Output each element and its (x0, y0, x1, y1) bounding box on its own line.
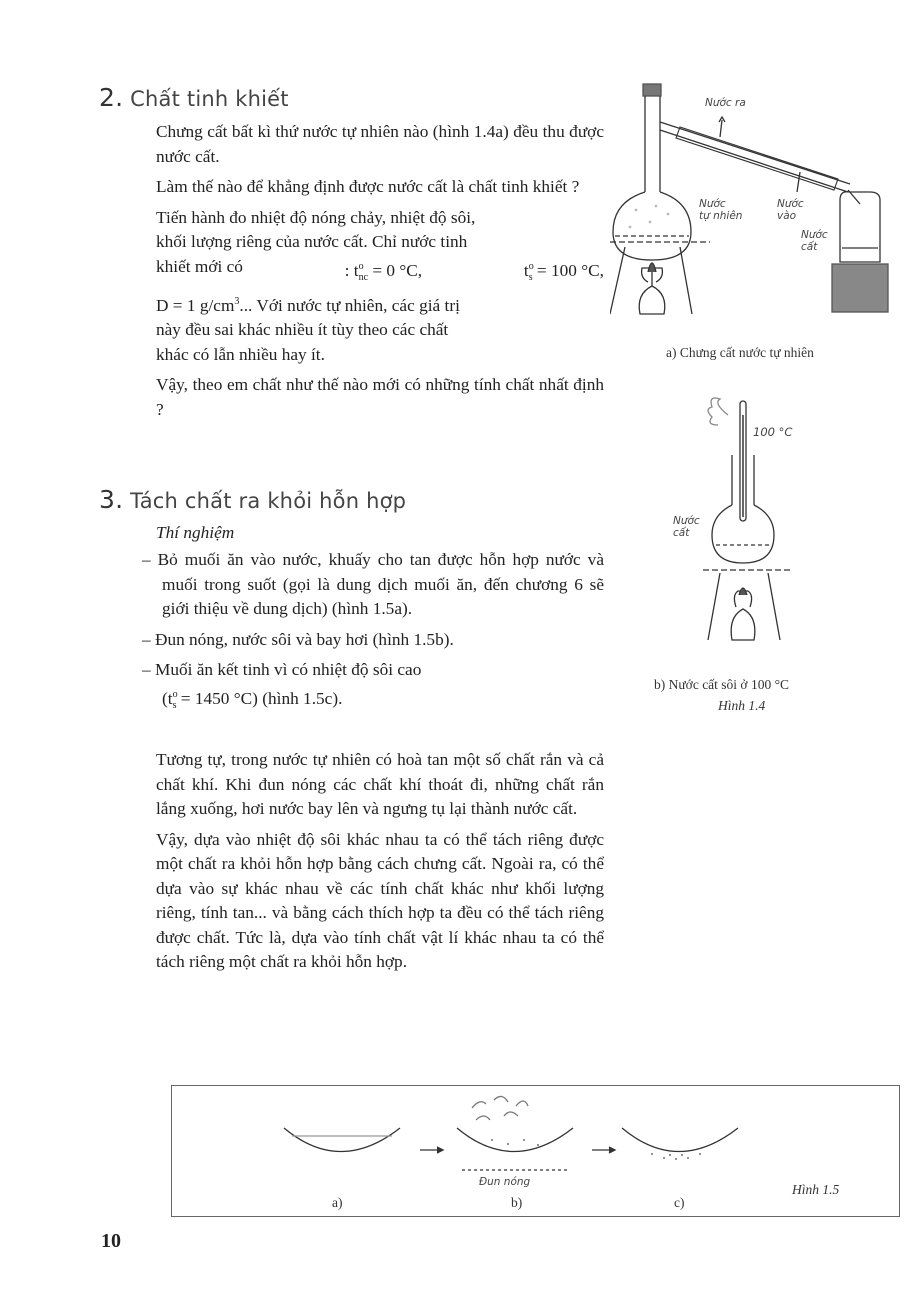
bullet-item: – Đun nóng, nước sôi và bay hơi (hình 1.5b). (142, 629, 454, 649)
evaporation-dishes-illustration (272, 1090, 752, 1180)
text-line: khác có lẫn nhiều hay ít. (156, 344, 325, 364)
paragraph: Chưng cất bất kì thứ nước tự nhiên nào (hình 1.4a) đều thu được nước cất. (156, 122, 604, 166)
section-2-heading (99, 83, 289, 112)
figure-1-5c-label: c) (674, 1195, 685, 1210)
section-2-body (156, 120, 604, 422)
figure-1-5b-label: b) (511, 1195, 523, 1210)
melting-point-formula: : $t^o_{nc} = 0$ °C, (344, 260, 423, 283)
formula-line (156, 255, 604, 291)
figure-1-5a-label: a) (332, 1195, 343, 1210)
label-distilled-water-b: Nước cất (673, 515, 700, 539)
paragraph: Vậy, theo em chất như thế nào mới có những tính chất nhất định ? (156, 375, 604, 419)
text-line: này đều sai khác nhiều ít tùy theo các chất (156, 320, 449, 340)
bullet-item: – Muối ăn kết tinh vì có nhiệt độ sôi cao (142, 660, 422, 679)
section-3-number: 3. (99, 485, 124, 514)
label-temperature: 100 °C (753, 425, 793, 439)
section-2-number: 2. (99, 83, 124, 112)
label-water-out: Nước ra (705, 97, 746, 109)
paragraph: Vậy, dựa vào nhiệt độ sôi khác nhau ta có thể tách riêng được một chất ra khỏi hỗn hợp bằng cách chưng cất. Ngoài ra, có thể dựa vào sự khác nhau về các tính chất khác như khối lượng riêng, tính tan... và bằng cách thích hợp ta đều có thể tách riêng được chất. Tức là, dựa vào tính chất vật lí khác nhau ta có thể tách riêng một chất ra khỏi hỗn hợp. (156, 829, 604, 971)
figure-1-5-name: Hình 1.5 (792, 1182, 840, 1197)
measure-paragraph (156, 206, 604, 368)
bullet-list (142, 548, 604, 718)
section-3-title: Tách chất ra khỏi hỗn hợp (130, 489, 407, 513)
text-fragment: khiết mới có (156, 256, 243, 276)
paragraph: Làm thế nào để khẳng định được nước cất là chất tinh khiết ? (156, 177, 580, 196)
experiment-subtitle: Thí nghiệm (156, 523, 235, 542)
label-heating: Đun nóng (479, 1176, 531, 1188)
boiling-point-formula: $t^o_s = 100$ °C, (523, 260, 604, 283)
figure-1-4b-caption: b) Nước cất sôi ở 100 °C (654, 677, 789, 692)
figure-1-4-name: Hình 1.4 (718, 698, 766, 713)
label-distilled-water: Nước cất (801, 229, 828, 253)
text-line: Tiến hành đo nhiệt độ nóng chảy, nhiệt độ sôi, (156, 207, 476, 227)
distillation-apparatus-illustration (610, 82, 910, 322)
section-3-heading (99, 485, 406, 514)
page-number: 10 (101, 1230, 121, 1252)
section-3-body (156, 748, 604, 975)
density-line: D = 1 $g/cm^3$... Với nước tự nhiên, các giá trị (156, 295, 460, 315)
bullet-item: – Bỏ muối ăn vào nước, khuấy cho tan được hỗn hợp nước và muối trong suốt (gọi là dung dịch muối ăn, đến chương 6 sẽ giới thiệu về dung dịch) (hình 1.5a). (142, 550, 604, 618)
label-water-in: Nước vào (777, 198, 804, 222)
bullet-continuation: ($t^o_s = 1450$ °C) (hình 1.5c). (162, 688, 343, 711)
section-2-title: Chất tinh khiết (130, 87, 289, 111)
label-natural-water: Nước tự nhiên (699, 198, 743, 222)
paragraph: Tương tự, trong nước tự nhiên có hoà tan một số chất rắn và cả chất khí. Khi đun nóng các chất khí thoát đi, những chất rắn lắng xuống, hơi nước bay lên và ngưng tụ lại thành nước cất. (156, 750, 604, 818)
text-line: khối lượng riêng của nước cất. Chỉ nước tinh (156, 232, 468, 251)
figure-1-4a-caption: a) Chưng cất nước tự nhiên (666, 345, 814, 360)
